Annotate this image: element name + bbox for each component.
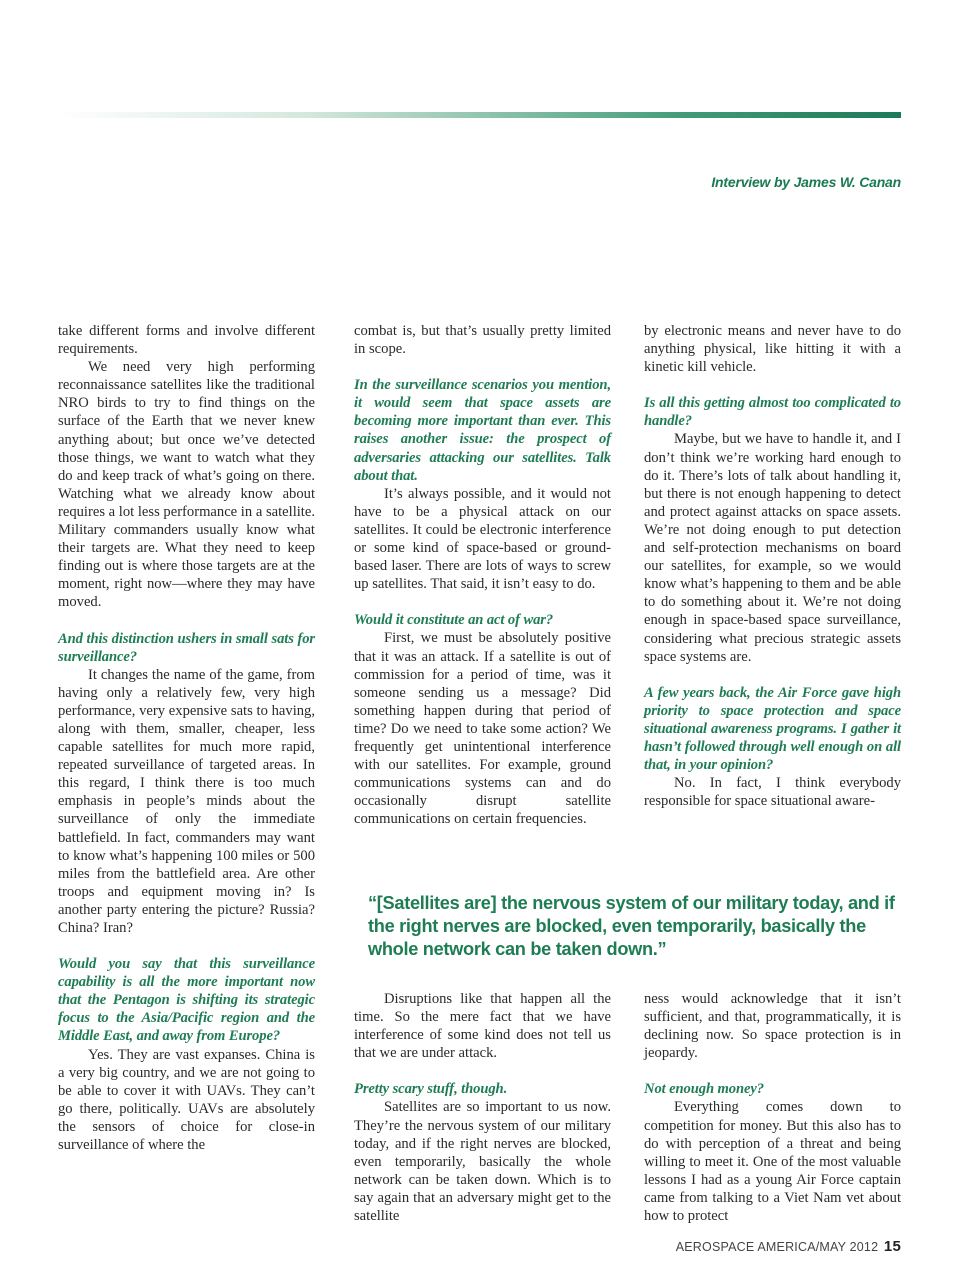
interview-question: Would it constitute an act of war? bbox=[354, 612, 554, 629]
page-footer bbox=[676, 1238, 901, 1255]
body-paragraph: We need very high performing reconnaissance satellites like the traditional NRO birds to try to find things on the surface of the Earth that we never knew anything about; but once we’ve detected those things, we want to watch what they do and keep track of what’s going on there. Watching what we already know about requires a lot less performance in a satellite. Military commanders usually know what their targets are. What they need to keep finding out is where those targets are at the moment, right now—where they may have moved. bbox=[58, 359, 315, 611]
interview-question: Is all this getting almost too complicated to handle? bbox=[644, 395, 901, 430]
body-paragraph: No. In fact, I think everybody responsible for space situational aware- bbox=[644, 775, 901, 810]
body-paragraph: It changes the name of the game, from having only a relatively few, very high performance, very expensive sats to having, along with them, smaller, cheaper, less capable satellites for much more rapid, repeated surveillance of targeted areas. In this regard, I think there is too much emphasis in people’s minds about the surveillance of only the immediate battlefield. In fact, commanders may want to know what’s happening 100 miles or 500 miles from the battlefield area. Are other troops and equipment moving in? Is another party entering the picture? Russia? China? Iran? bbox=[58, 666, 315, 936]
byline: Interview by James W. Canan bbox=[711, 174, 901, 190]
body-paragraph: Everything comes down to competition for money. But this also has to do with perception of a threat and being willing to meet it. One of the most valuable lessons I had as a young Air Force captain came from talking to a Viet Nam vet about how to protect bbox=[644, 1099, 901, 1225]
interview-question: A few years back, the Air Force gave high priority to space protection and space situational awareness programs. I gather it hasn’t followed through well enough on all that, in your opinion? bbox=[644, 684, 901, 774]
publication-name: AEROSPACE AMERICA/MAY 2012 bbox=[675, 1240, 879, 1254]
interview-question: Would you say that this surveillance capability is all the more important now that the Pentagon is shifting its strategic focus to the Asia/Pacific region and the Middle East, and away from Europe? bbox=[58, 956, 315, 1045]
body-paragraph: by electronic means and never have to do anything physical, like hitting it with a kinetic kill vehicle. bbox=[644, 323, 901, 376]
column-1 bbox=[58, 322, 315, 1154]
body-paragraph: Satellites are so important to us now. They’re the nervous system of our military today, and if the right nerves are blocked, even temporarily, basically the whole network can be taken down. Which is to say again that an adversary might get to the satellite bbox=[354, 1099, 611, 1225]
body-paragraph: It’s always possible, and it would not have to be a physical attack on our satellites. It could be electronic interference or some kind of space-based or ground-based laser. There are lots of ways to screw up satellites. That said, it isn’t easy to do. bbox=[354, 485, 611, 593]
column-3-top bbox=[644, 322, 901, 810]
body-paragraph: Yes. They are vast expanses. China is a very big country, and we are not going to be able to cover it with UAVs. They can’t go there, politically. UAVs are absolutely the sensors of choice for close-in surveillance of where the bbox=[58, 1046, 315, 1154]
interview-question: And this distinction ushers in small sats for surveillance? bbox=[58, 630, 315, 665]
body-paragraph: ness would acknowledge that it isn’t sufficient, and that, programmatically, it is declining now. So space protection is in jeopardy. bbox=[644, 991, 901, 1062]
pull-quote: “[Satellites are] the nervous system of our military today, and if the right nerves are blocked, even temporarily, basically the whole network can be taken down.” bbox=[368, 893, 895, 959]
body-paragraph: take different forms and involve different requirements. bbox=[58, 323, 315, 358]
page-number: 15 bbox=[883, 1238, 901, 1255]
header-gradient-rule bbox=[58, 112, 901, 118]
column-2-top bbox=[354, 322, 611, 828]
interview-question: In the surveillance scenarios you mention, it would seem that space assets are becoming more important than ever. This raises another issue: the prospect of adversaries attacking our satellites. Talk about that. bbox=[354, 377, 611, 484]
column-3-bottom bbox=[644, 990, 901, 1225]
body-paragraph: combat is, but that’s usually pretty limited in scope. bbox=[354, 323, 611, 358]
body-paragraph: First, we must be absolutely positive that it was an attack. If a satellite is out of commission for a period of time, was it someone sending us a message? Did something happen during that period of time? Do we need to take some action? We frequently get unintentional interference with our satellites. For example, ground communications systems can and do occasionally disrupt satellite communications on certain frequencies. bbox=[354, 630, 611, 828]
column-2-bottom bbox=[354, 990, 611, 1225]
interview-question: Pretty scary stuff, though. bbox=[354, 1081, 508, 1098]
body-paragraph: Maybe, but we have to handle it, and I don’t think we’re working hard enough to do it. There’s lots of talk about handling it, but there is not enough happening to detect and protect against attacks on space assets. We’re not doing enough to put detection and self-protection mechanisms on board our satellites, for example, so we would know what’s happening to them and be able to do something about it. We’re not doing enough in space-based space surveillance, considering what precious strategic assets space systems are. bbox=[644, 431, 901, 665]
interview-question: Not enough money? bbox=[644, 1081, 764, 1098]
body-paragraph: Disruptions like that happen all the time. So the mere fact that we have interference of some kind does not tell us that we are under attack. bbox=[354, 991, 611, 1062]
